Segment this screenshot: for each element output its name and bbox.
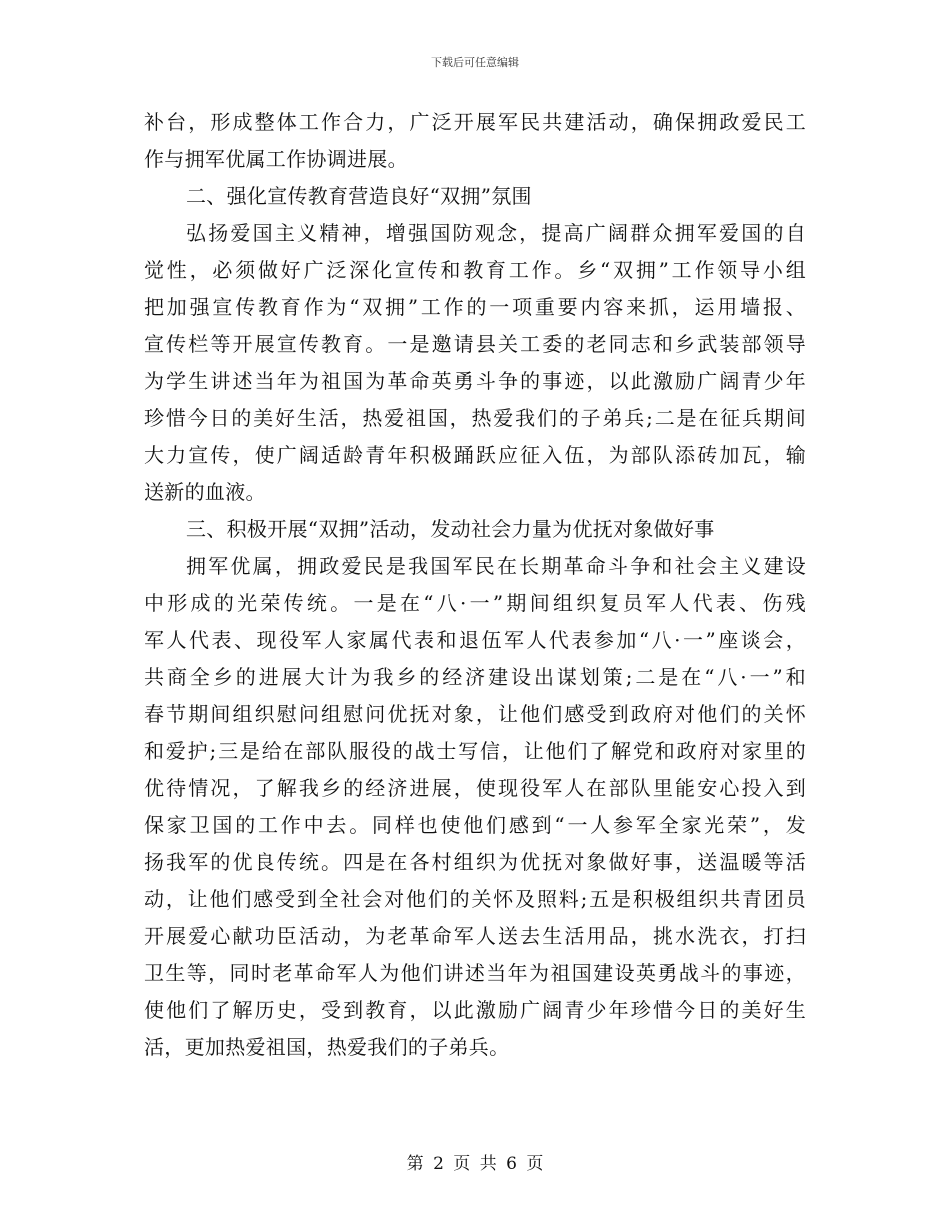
body-line: 和爱护;三是给在部队服役的战士写信，让他们了解党和政府对家里的 [144,739,806,763]
body-line: 春节期间组织慰问组慰问优抚对象，让他们感受到政府对他们的关怀 [144,702,806,726]
body-line: 中形成的光荣传统。一是在“八·一”期间组织复员军人代表、伤残 [144,591,806,615]
body-line: 军人代表、现役军人家属代表和退伍军人代表参加“八·一”座谈会， [144,628,806,652]
section-heading: 三、积极开展“双拥”活动，发动社会力量为优抚对象做好事 [186,517,715,541]
section-heading: 二、强化宣传教育营造良好“双拥”氛围 [186,184,532,208]
body-line: 扬我军的优良传统。四是在各村组织为优抚对象做好事，送温暖等活 [144,850,806,874]
page-header-note: 下载后可任意编辑 [431,56,519,69]
body-line: 大力宣传，使广阔适龄青年积极踊跃应征入伍，为部队添砖加瓦，输 [144,443,806,467]
page-number: 第 2 页 共 6 页 [406,1154,544,1174]
body-line: 弘扬爱国主义精神，增强国防观念，提高广阔群众拥军爱国的自 [186,221,806,245]
body-line: 送新的血液。 [144,480,266,504]
body-line: 为学生讲述当年为祖国为革命英勇斗争的事迹，以此激励广阔青少年 [144,369,806,393]
body-line: 开展爱心献功臣活动，为老革命军人送去生活用品，挑水洗衣，打扫 [144,924,806,948]
body-line: 补台，形成整体工作合力，广泛开展军民共建活动，确保拥政爱民工 [144,110,806,134]
body-line: 宣传栏等开展宣传教育。一是邀请县关工委的老同志和乡武装部领导 [144,332,806,356]
body-line: 共商全乡的进展大计为我乡的经济建设出谋划策;二是在“八·一”和 [144,665,806,689]
body-line: 把加强宣传教育作为“双拥”工作的一项重要内容来抓，运用墙报、 [144,295,806,319]
body-line: 活，更加热爱祖国，热爱我们的子弟兵。 [144,1035,510,1059]
body-line: 作与拥军优属工作协调进展。 [144,147,408,171]
body-line: 使他们了解历史，受到教育，以此激励广阔青少年珍惜今日的美好生 [144,998,806,1022]
body-line: 动，让他们感受到全社会对他们的关怀及照料;五是积极组织共青团员 [144,887,806,911]
body-line: 觉性，必须做好广泛深化宣传和教育工作。乡“双拥”工作领导小组 [144,258,806,282]
body-line: 卫生等，同时老革命军人为他们讲述当年为祖国建设英勇战斗的事迹， [144,961,806,985]
body-line: 保家卫国的工作中去。同样也使他们感到“一人参军全家光荣”，发 [144,813,806,837]
body-line: 优待情况，了解我乡的经济进展，使现役军人在部队里能安心投入到 [144,776,806,800]
body-line: 珍惜今日的美好生活，热爱祖国，热爱我们的子弟兵;二是在征兵期间 [144,406,806,430]
document-body [144,104,806,1066]
body-line: 拥军优属，拥政爱民是我国军民在长期革命斗争和社会主义建设 [186,554,806,578]
